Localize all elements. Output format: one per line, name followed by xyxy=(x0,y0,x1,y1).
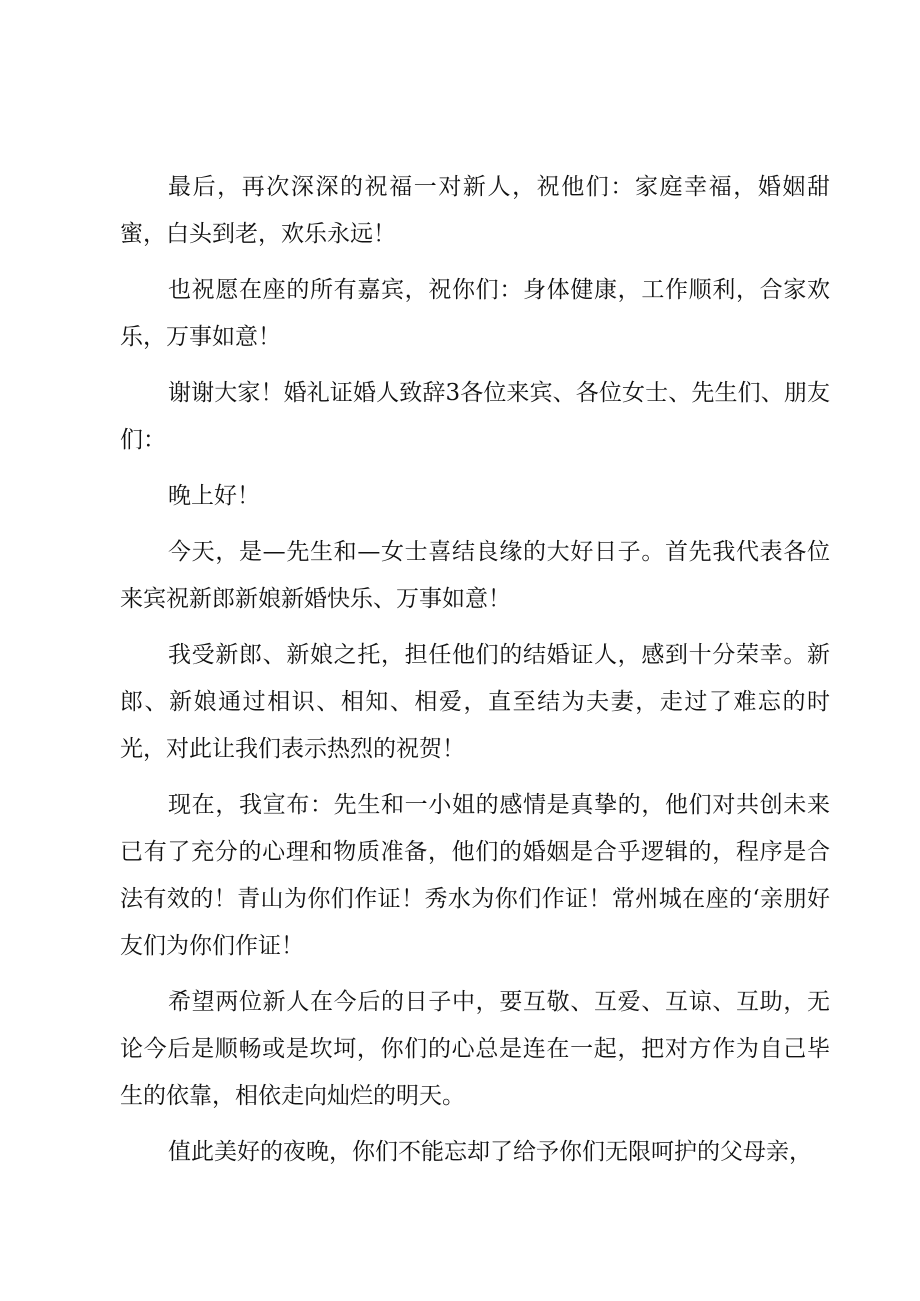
paragraph-parents: 值此美好的夜晚，你们不能忘却了给予你们无限呵护的父母亲， xyxy=(168,1139,812,1165)
paragraph-greeting: 晚上好！ xyxy=(168,483,260,509)
paragraph-witness: 我受新郎、新娘之托，担任他们的结婚证人，感到十分荣幸。新郎、新娘通过相识、相知、相爱，直至结为夫妻，走过了难忘的时光，对此让我们表示热烈的祝贺！ xyxy=(120,642,830,762)
paragraph-blessing-guests: 也祝愿在座的所有嘉宾，祝你们：身体健康，工作顺利，合家欢乐，万事如意！ xyxy=(120,277,830,350)
paragraph-today: 今天，是—先生和—女士喜结良缘的大好日子。首先我代表各位来宾祝新郎新娘新婚快乐、万事如意！ xyxy=(120,539,830,612)
paragraph-declaration: 现在，我宣布：先生和一小姐的感情是真挚的，他们对共创未来已有了充分的心理和物质准备，他们的婚姻是合乎逻辑的，程序是合法有效的！青山为你们作证！秀水为你们作证！常州城在座的‘亲朋好友们为你们作证！ xyxy=(120,792,830,959)
paragraph-thanks-and-speech-title: 谢谢大家！婚礼证婚人致辞3各位来宾、各位女士、先生们、朋友们： xyxy=(120,380,830,453)
paragraph-blessing-couple: 最后，再次深深的祝福一对新人，祝他们：家庭幸福，婚姻甜蜜，白头到老，欢乐永远！ xyxy=(120,174,830,247)
document-body xyxy=(120,164,830,1185)
paragraph-hope: 希望两位新人在今后的日子中，要互敬、互爱、互谅、互助，无论今后是顺畅或是坎坷，你们的心总是连在一起，把对方作为自己毕生的依靠，相依走向灿烂的明天。 xyxy=(120,989,830,1109)
